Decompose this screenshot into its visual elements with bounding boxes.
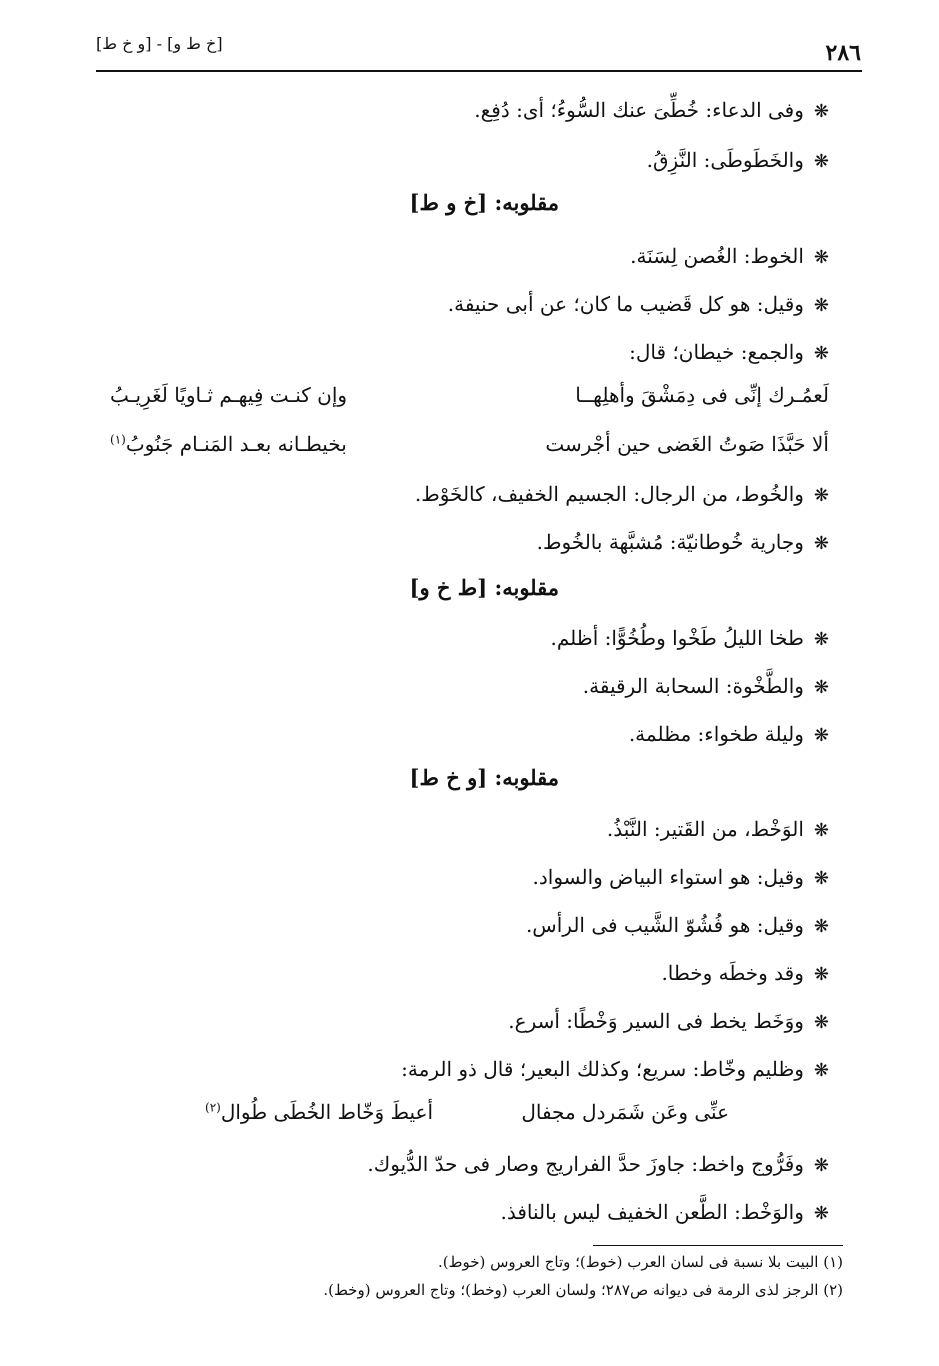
- bullet-icon: ❋: [813, 151, 829, 172]
- entry-line: ❋وظليم وخّاط: سريع؛ وكذلك البعير؛ قال ذو الرمة:: [401, 1057, 829, 1081]
- entry-line: ❋وليلة طخواء: مظلمة.: [628, 722, 829, 746]
- entry-line: ❋الوَخْط، من القَتير: النَّبْذُ.: [606, 817, 829, 841]
- footnote-ref[interactable]: (١): [110, 432, 126, 447]
- entry-line: ❋وقيل: هو فُشُوّ الشَّيب فى الرأس.: [525, 913, 829, 937]
- entry-line: ❋طخا الليلُ طَخْوا وطُخُوًّا: أظلم.: [550, 626, 829, 650]
- page-number: ٢٨٦: [825, 40, 861, 66]
- entry-line: ❋والخَطَوطَى: النَّزِقُ.: [646, 148, 829, 172]
- bullet-icon: ❋: [813, 725, 829, 746]
- bullet-icon: ❋: [813, 1060, 829, 1081]
- bullet-icon: ❋: [813, 295, 829, 316]
- bullet-icon: ❋: [813, 629, 829, 650]
- entry-line: ❋وجارية خُوطانيّة: مُشبَّهة بالخُوط.: [536, 530, 829, 554]
- bullet-icon: ❋: [813, 820, 829, 841]
- entry-line: ❋والخُوط، من الرجال: الجسيم الخفيف، كالخَوْط.: [414, 482, 829, 506]
- bullet-icon: ❋: [813, 868, 829, 889]
- entry-line: ❋وفَرُّوج واخط: جاوزَ حدَّ الفراريج وصار فى حدّ الدُّيوك.: [367, 1152, 829, 1176]
- entry-line: ❋والوَخْط: الطَّعن الخفيف ليس بالنافذ.: [500, 1200, 829, 1224]
- entry-line: ❋والطَّخْوة: السحابة الرقيقة.: [582, 674, 829, 698]
- bullet-icon: ❋: [813, 533, 829, 554]
- entry-line: ❋وقيل: هو كل قَضيب ما كان؛ عن أبى حنيفة.: [447, 292, 829, 316]
- entry-line: ❋وفى الدعاء: خُطِّىَ عنك السُّوءُ؛ أى: دُفِع.: [474, 98, 829, 122]
- verse-hemistich-right: لَعمُـرك إنِّى فى دِمَشْقَ وأهلِهــا: [575, 383, 829, 407]
- verse-hemistich-right: عنِّى وعَن شَمَردل مجفال: [521, 1100, 729, 1124]
- bullet-icon: ❋: [813, 1203, 829, 1224]
- header-rule: [96, 70, 862, 72]
- footnote-rule: [593, 1245, 843, 1246]
- bullet-icon: ❋: [813, 343, 829, 364]
- bullet-icon: ❋: [813, 101, 829, 122]
- bullet-icon: ❋: [813, 247, 829, 268]
- footnote-ref[interactable]: (٢): [205, 1100, 221, 1115]
- entry-line: ❋الخوط: الغُصن لِسَنَة.: [630, 244, 829, 268]
- bullet-icon: ❋: [813, 1155, 829, 1176]
- section-heading: مقلوبه: [ط خ و]: [409, 575, 559, 600]
- verse-hemistich-left: بخيطـانه بعـد المَنـام جَنُوبُ$^{(١)}$: [110, 432, 347, 456]
- bullet-icon: ❋: [813, 1012, 829, 1033]
- section-heading: مقلوبه: [و خ ط]: [409, 765, 559, 790]
- footnote: (١) البيت بلا نسبة فى لسان العرب (خوط)؛ وتاج العروس (خوط).: [437, 1253, 843, 1271]
- entry-line: ❋وقيل: هو استواء البياض والسواد.: [532, 865, 829, 889]
- bullet-icon: ❋: [813, 485, 829, 506]
- bullet-icon: ❋: [813, 916, 829, 937]
- entry-line: ❋ووَخَط يخط فى السير وَخْطًا: أسرع.: [508, 1009, 829, 1033]
- verse-hemistich-left: أعيطَ وَخّاط الخُطَى طُوال$^{(٢)}$: [205, 1100, 433, 1124]
- verse-hemistich-left: وإن كنـت فِيهـم ثـاويًا لَغَرِيـبُ: [110, 383, 348, 407]
- section-heading: مقلوبه: [خ و ط]: [409, 190, 559, 215]
- bullet-icon: ❋: [813, 677, 829, 698]
- entry-line: ❋والجمع: خيطان؛ قال:: [629, 340, 829, 364]
- bullet-icon: ❋: [813, 964, 829, 985]
- verse-hemistich-right: ألا حَبَّذَا صَوتُ الغَضى حين أجْرست: [545, 432, 829, 456]
- entry-line: ❋وقد وخطَه وخطا.: [661, 961, 829, 985]
- running-header-roots: [خ ط و] - [و خ ط]: [96, 34, 223, 53]
- footnote: (٢) الرجز لذى الرمة فى ديوانه ص٢٨٧؛ ولسان العرب (وخط)؛ وتاج العروس (وخط).: [323, 1281, 843, 1299]
